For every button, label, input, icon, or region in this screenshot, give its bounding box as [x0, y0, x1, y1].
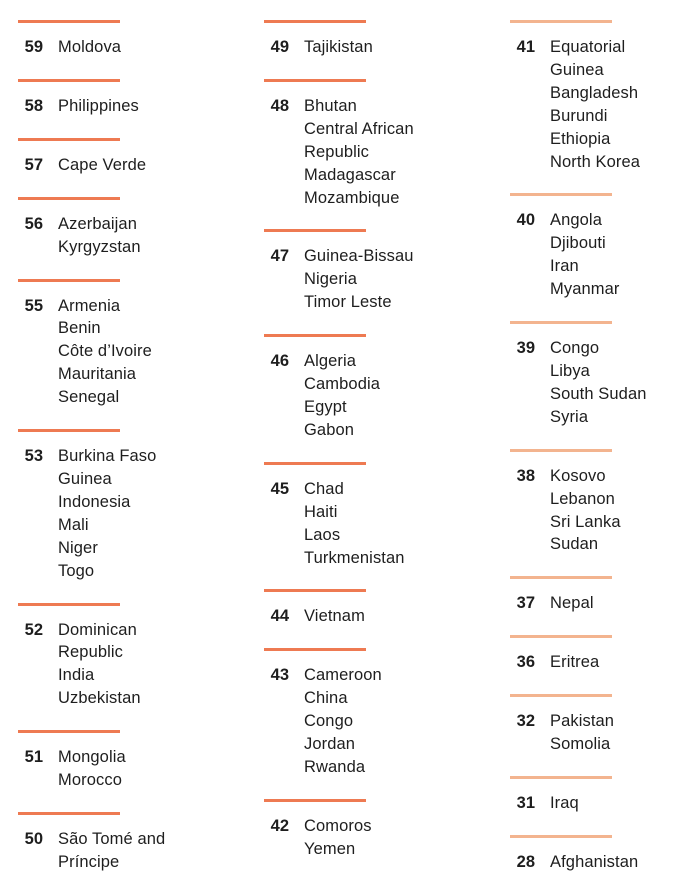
- country-name: Congo: [550, 339, 600, 358]
- country-name: Central African: [304, 119, 414, 138]
- country-list: [58, 828, 165, 874]
- score-group: [264, 442, 484, 570]
- country-name: North Korea: [550, 152, 641, 171]
- country-name: Comoros: [304, 816, 372, 835]
- divider-rule: [264, 799, 366, 802]
- score-value: 57: [24, 155, 43, 174]
- score-group: [18, 710, 238, 792]
- country-name: Mozambique: [304, 188, 400, 207]
- score-group: [264, 0, 484, 59]
- score-row: [264, 815, 484, 861]
- country-list: [550, 710, 614, 756]
- country-list: [304, 245, 414, 314]
- divider-rule: [264, 462, 366, 465]
- divider-rule: [18, 138, 120, 141]
- country-name: Cameroon: [304, 666, 382, 685]
- score-row: [510, 651, 685, 674]
- divider-rule: [18, 20, 120, 23]
- country-name: India: [58, 666, 95, 685]
- country-list: [550, 465, 621, 557]
- country-name: Mauritania: [58, 365, 137, 384]
- divider-rule: [18, 603, 120, 606]
- divider-rule: [18, 812, 120, 815]
- country-name: Guinea: [550, 60, 604, 79]
- country-name: China: [304, 689, 348, 708]
- country-list: [550, 592, 594, 615]
- country-name: Djibouti: [550, 234, 606, 253]
- score-row: [264, 36, 484, 59]
- score-value: 56: [24, 214, 43, 233]
- divider-rule: [18, 730, 120, 733]
- country-name: Egypt: [304, 397, 347, 416]
- column-1: [18, 0, 238, 874]
- score-value: 45: [270, 479, 289, 498]
- country-name: Guinea-Bissau: [304, 247, 414, 266]
- divider-rule: [18, 79, 120, 82]
- score-value: 31: [516, 793, 535, 812]
- divider-rule: [510, 635, 612, 638]
- divider-rule: [510, 321, 612, 324]
- country-name: Philippines: [58, 96, 139, 115]
- score-row: [510, 465, 685, 557]
- score-value: 52: [24, 620, 43, 639]
- country-list: [304, 350, 380, 442]
- score-value: 41: [516, 38, 535, 56]
- score-value: 50: [24, 829, 43, 848]
- score-value: 32: [516, 712, 535, 731]
- score-row: [264, 350, 484, 442]
- country-name: Kyrgyzstan: [58, 237, 141, 256]
- country-name: Burkina Faso: [58, 447, 157, 466]
- country-name: Morocco: [58, 771, 122, 790]
- country-name: Myanmar: [550, 280, 620, 299]
- country-name: Sudan: [550, 535, 599, 554]
- divider-rule: [264, 20, 366, 23]
- score-row: [264, 245, 484, 314]
- country-name: Jordan: [304, 735, 356, 754]
- country-list: [58, 154, 146, 177]
- score-row: [510, 851, 685, 874]
- divider-rule: [18, 279, 120, 282]
- score-group: [510, 429, 685, 557]
- score-group: [510, 301, 685, 429]
- score-value: 40: [516, 211, 535, 230]
- score-value: 51: [24, 748, 43, 767]
- country-list: [304, 36, 373, 59]
- score-group: [18, 177, 238, 259]
- country-name: Equatorial: [550, 38, 626, 56]
- score-row: [264, 664, 484, 779]
- country-name: Nepal: [550, 594, 594, 613]
- country-name: Tajikistan: [304, 38, 373, 56]
- score-group: [264, 628, 484, 779]
- score-value: 47: [270, 247, 289, 266]
- score-row: [264, 605, 484, 628]
- score-value: 53: [24, 447, 43, 466]
- score-group: [264, 314, 484, 442]
- country-name: Gabon: [304, 420, 355, 439]
- score-value: 46: [270, 352, 289, 371]
- divider-rule: [264, 229, 366, 232]
- country-name: Sri Lanka: [550, 512, 621, 531]
- country-name: Syria: [550, 407, 589, 426]
- score-row: [510, 337, 685, 429]
- country-list: [58, 36, 121, 59]
- score-group: [264, 779, 484, 861]
- score-value: 42: [270, 816, 289, 835]
- score-group: [510, 173, 685, 301]
- country-name: Republic: [304, 142, 370, 161]
- country-name: Togo: [58, 561, 95, 580]
- score-value: 38: [516, 466, 535, 485]
- country-name: Nigeria: [304, 270, 357, 289]
- score-row: [510, 36, 685, 173]
- score-group: [18, 118, 238, 177]
- score-row: [18, 36, 238, 59]
- country-name: São Tomé and: [58, 829, 166, 848]
- country-name: Angola: [550, 211, 602, 230]
- score-value: 48: [270, 96, 289, 115]
- country-name: Republic: [58, 643, 124, 662]
- country-name: Haiti: [304, 502, 338, 521]
- divider-rule: [18, 429, 120, 432]
- column-3: [510, 0, 685, 874]
- score-group: [264, 209, 484, 314]
- country-name: Cambodia: [304, 375, 381, 394]
- divider-rule: [510, 576, 612, 579]
- score-group: [18, 409, 238, 582]
- score-row: [18, 445, 238, 582]
- score-group: [18, 792, 238, 874]
- country-list: [58, 619, 141, 711]
- country-name: Mongolia: [58, 748, 126, 767]
- country-name: Bhutan: [304, 96, 357, 115]
- divider-rule: [264, 334, 366, 337]
- score-value: 37: [516, 594, 535, 613]
- column-2: [264, 0, 484, 861]
- country-name: Indonesia: [58, 492, 131, 511]
- score-value: 43: [270, 666, 289, 685]
- score-group: [510, 674, 685, 756]
- country-name: Azerbaijan: [58, 214, 137, 233]
- score-row: [510, 592, 685, 615]
- country-name: Benin: [58, 319, 101, 338]
- country-list: [58, 295, 152, 410]
- country-list: [304, 605, 365, 628]
- score-row: [510, 710, 685, 756]
- country-name: South Sudan: [550, 384, 647, 403]
- country-list: [550, 337, 647, 429]
- score-group: [510, 0, 685, 173]
- country-name: Turkmenistan: [304, 548, 405, 567]
- country-name: Cape Verde: [58, 155, 147, 174]
- score-group: [510, 815, 685, 874]
- country-name: Uzbekistan: [58, 689, 141, 708]
- country-name: Vietnam: [304, 607, 365, 626]
- country-list: [304, 478, 405, 570]
- score-row: [18, 746, 238, 792]
- country-name: Mali: [58, 515, 89, 534]
- country-list: [58, 746, 126, 792]
- divider-rule: [264, 648, 366, 651]
- divider-rule: [510, 835, 612, 838]
- score-row: [510, 209, 685, 301]
- country-list: [58, 95, 139, 118]
- score-value: 44: [270, 607, 289, 626]
- score-row: [18, 828, 238, 874]
- country-name: Yemen: [304, 839, 356, 858]
- divider-rule: [264, 589, 366, 592]
- country-list: [550, 851, 638, 874]
- score-row: [18, 213, 238, 259]
- score-value: 36: [516, 653, 535, 672]
- country-name: Guinea: [58, 469, 112, 488]
- country-name: Ethiopia: [550, 129, 611, 148]
- score-row: [510, 792, 685, 815]
- divider-rule: [264, 79, 366, 82]
- country-name: Côte d’Ivoire: [58, 342, 152, 361]
- divider-rule: [510, 776, 612, 779]
- score-group: [18, 0, 238, 59]
- country-list: [550, 792, 579, 815]
- score-value: 58: [24, 96, 43, 115]
- score-row: [264, 95, 484, 210]
- country-name: Armenia: [58, 296, 121, 315]
- score-row: [18, 295, 238, 410]
- country-name: Dominican: [58, 620, 137, 639]
- score-value: 55: [24, 296, 43, 315]
- score-row: [18, 619, 238, 711]
- score-group: [510, 615, 685, 674]
- country-name: Lebanon: [550, 489, 615, 508]
- score-group: [264, 569, 484, 628]
- score-row: [18, 95, 238, 118]
- country-list: [550, 209, 619, 301]
- country-name: Congo: [304, 712, 354, 731]
- country-list: [58, 213, 141, 259]
- country-name: Rwanda: [304, 757, 366, 776]
- country-list: [304, 815, 372, 861]
- score-value: 28: [516, 852, 535, 871]
- country-name: Algeria: [304, 352, 357, 371]
- country-name: Timor Leste: [304, 293, 392, 312]
- country-name: Libya: [550, 361, 590, 380]
- country-name: Príncipe: [58, 852, 120, 871]
- country-name: Moldova: [58, 38, 122, 56]
- score-group: [18, 583, 238, 711]
- score-row: [264, 478, 484, 570]
- divider-rule: [510, 20, 612, 23]
- country-list: [550, 651, 599, 674]
- score-value: 49: [270, 38, 289, 56]
- score-row: [18, 154, 238, 177]
- score-group: [510, 556, 685, 615]
- country-name: Niger: [58, 538, 98, 557]
- country-name: Iran: [550, 257, 579, 276]
- country-name: Chad: [304, 479, 344, 498]
- score-value: 59: [24, 38, 43, 56]
- country-list: [304, 95, 414, 210]
- country-name: Laos: [304, 525, 341, 544]
- divider-rule: [510, 193, 612, 196]
- divider-rule: [18, 197, 120, 200]
- score-group: [510, 756, 685, 815]
- score-group: [264, 59, 484, 210]
- country-name: Pakistan: [550, 712, 615, 731]
- score-group: [18, 259, 238, 410]
- country-list: [304, 664, 382, 779]
- country-list: [550, 36, 640, 173]
- country-name: Madagascar: [304, 165, 396, 184]
- country-name: Eritrea: [550, 653, 600, 672]
- score-value: 39: [516, 339, 535, 358]
- country-list: [58, 445, 156, 582]
- country-name: Iraq: [550, 793, 579, 812]
- country-name: Afghanistan: [550, 852, 639, 871]
- country-name: Senegal: [58, 388, 120, 407]
- country-name: Kosovo: [550, 466, 606, 485]
- country-name: Bangladesh: [550, 83, 639, 102]
- country-name: Somolia: [550, 735, 611, 754]
- score-group: [18, 59, 238, 118]
- divider-rule: [510, 449, 612, 452]
- country-name: Burundi: [550, 106, 608, 125]
- divider-rule: [510, 694, 612, 697]
